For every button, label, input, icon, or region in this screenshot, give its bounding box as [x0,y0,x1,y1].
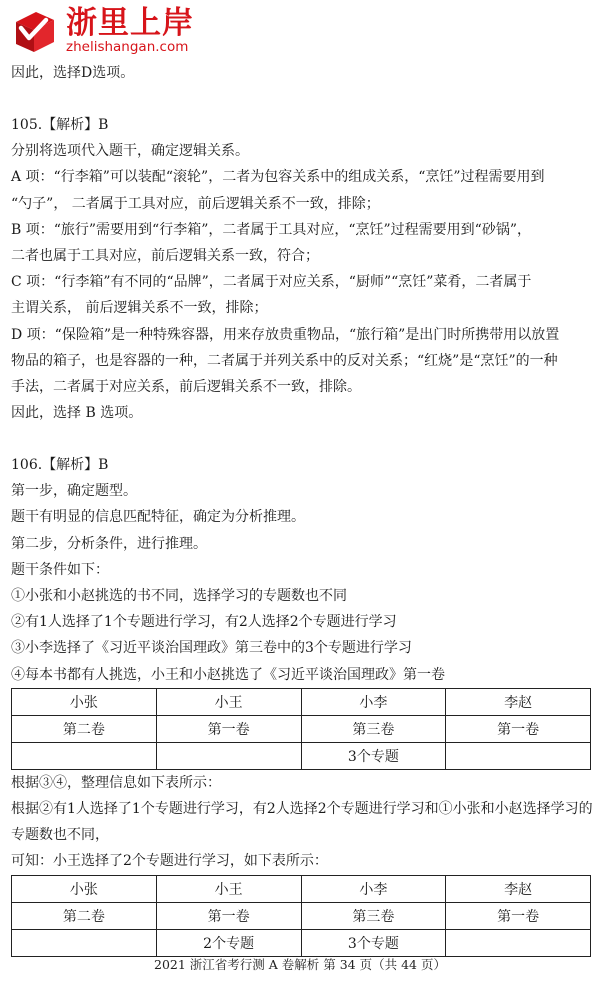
logo-box-icon [12,6,58,54]
q106-line: 第二步，分析条件，进行推理。 [11,535,207,552]
q105-line: D 项：“保险箱”是一种特殊容器，用来存放贵重物品，“旅行箱”是出门时所携带用以放置 [11,326,560,343]
q106-line: 根据②有1人选择了1个专题进行学习，有2人选择2个专题进行学习和①小张和小赵选择学习的 [11,800,593,817]
q106-line: ②有1人选择了1个专题进行学习，有2人选择2个专题进行学习 [11,614,397,631]
table-cell: 第二卷 [12,902,157,929]
q105-line: B 项：“旅行”需要用到“行李箱”，二者属于工具对应，“烹饪”过程需要用到“砂锅”， [11,221,531,238]
table-cell: 第一卷 [156,715,301,742]
table-header-cell: 小张 [12,875,157,902]
table-row [12,902,591,929]
q106-line: ①小张和小赵挑选的书不同，选择学习的专题数也不同 [11,588,347,604]
table-cell [12,742,157,769]
table-cell: 第三卷 [301,715,446,742]
table-header-cell: 小李 [301,688,446,715]
table-cell: 2个专题 [156,929,301,956]
q106-line: 题干有明显的信息匹配特征，确定为分析推理。 [11,509,305,526]
q106-line: 题干条件如下： [11,561,109,578]
table-header-cell: 小王 [156,875,301,902]
q106-line: ④每本书都有人挑选，小王和小赵挑选了《习近平谈治国理政》第一卷 [11,666,445,683]
q105-line: 二者也属于工具对应，前后逻辑关系一致，符合； [11,247,319,264]
table-row [12,929,591,956]
table-cell [12,929,157,956]
table-cell: 第一卷 [446,715,591,742]
q105-line: 主谓关系， 前后逻辑关系不一致，排除； [11,300,268,317]
table-cell [156,742,301,769]
logo-url: zhelishangan.com [66,39,189,55]
page-footer: 2021 浙江省考行测 A 卷解析 第 34 页（共 44 页） [154,957,446,972]
table-cell [446,929,591,956]
q105-title: 105.【解析】B [11,117,109,134]
table-cell: 3个专题 [301,742,446,769]
table-header-row [12,688,591,715]
table-cell: 第二卷 [12,715,157,742]
q106-line: 专题数也不同， [11,827,109,844]
table-header-cell: 小张 [12,688,157,715]
info-table-1 [11,688,591,770]
q105-line: 物品的箱子，也是容器的一种，二者属于并列关系中的反对关系；“红烧”是“烹饪”的一种 [11,352,558,369]
q106-line: 根据③④，整理信息如下表所示： [11,774,221,791]
q106-line: 第一步，确定题型。 [11,483,137,500]
q106-title: 106.【解析】B [11,457,109,474]
table-cell: 第一卷 [156,902,301,929]
q105-line: “勺子”， 二者属于工具对应，前后逻辑关系不一致，排除； [11,195,380,212]
q105-line: 因此，选择 B 选项。 [11,405,143,422]
page-content [11,60,591,957]
info-table-2 [11,875,591,957]
table-header-cell: 李赵 [446,688,591,715]
table-header-row [12,875,591,902]
table-cell: 第三卷 [301,902,446,929]
header [8,4,308,60]
q105-line: C 项：“行李箱”有不同的“品牌”，二者属于对应关系，“厨师”“烹饪”菜肴，二者属于 [11,274,532,291]
table-header-cell: 小李 [301,875,446,902]
q105-line: A 项：“行李箱”可以装配“滚轮”，二者为包容关系中的组成关系，“烹饪”过程需要用到 [11,169,545,186]
table-row [12,742,591,769]
table-cell: 第一卷 [446,902,591,929]
logo-text: 浙里上岸 [66,5,194,41]
table-cell [446,742,591,769]
text-line: 因此，选择D选项。 [11,65,135,81]
q105-line: 手法，二者属于对应关系，前后逻辑关系不一致，排除。 [11,378,361,395]
table-header-cell: 小王 [156,688,301,715]
q106-line: ③小李选择了《习近平谈治国理政》第三卷中的3个专题进行学习 [11,640,412,657]
table-cell: 3个专题 [301,929,446,956]
q106-line: 可知：小王选择了2个专题进行学习，如下表所示： [11,853,328,870]
table-header-cell: 李赵 [446,875,591,902]
q105-line: 分别将选项代入题干，确定逻辑关系。 [11,143,249,160]
table-row [12,715,591,742]
